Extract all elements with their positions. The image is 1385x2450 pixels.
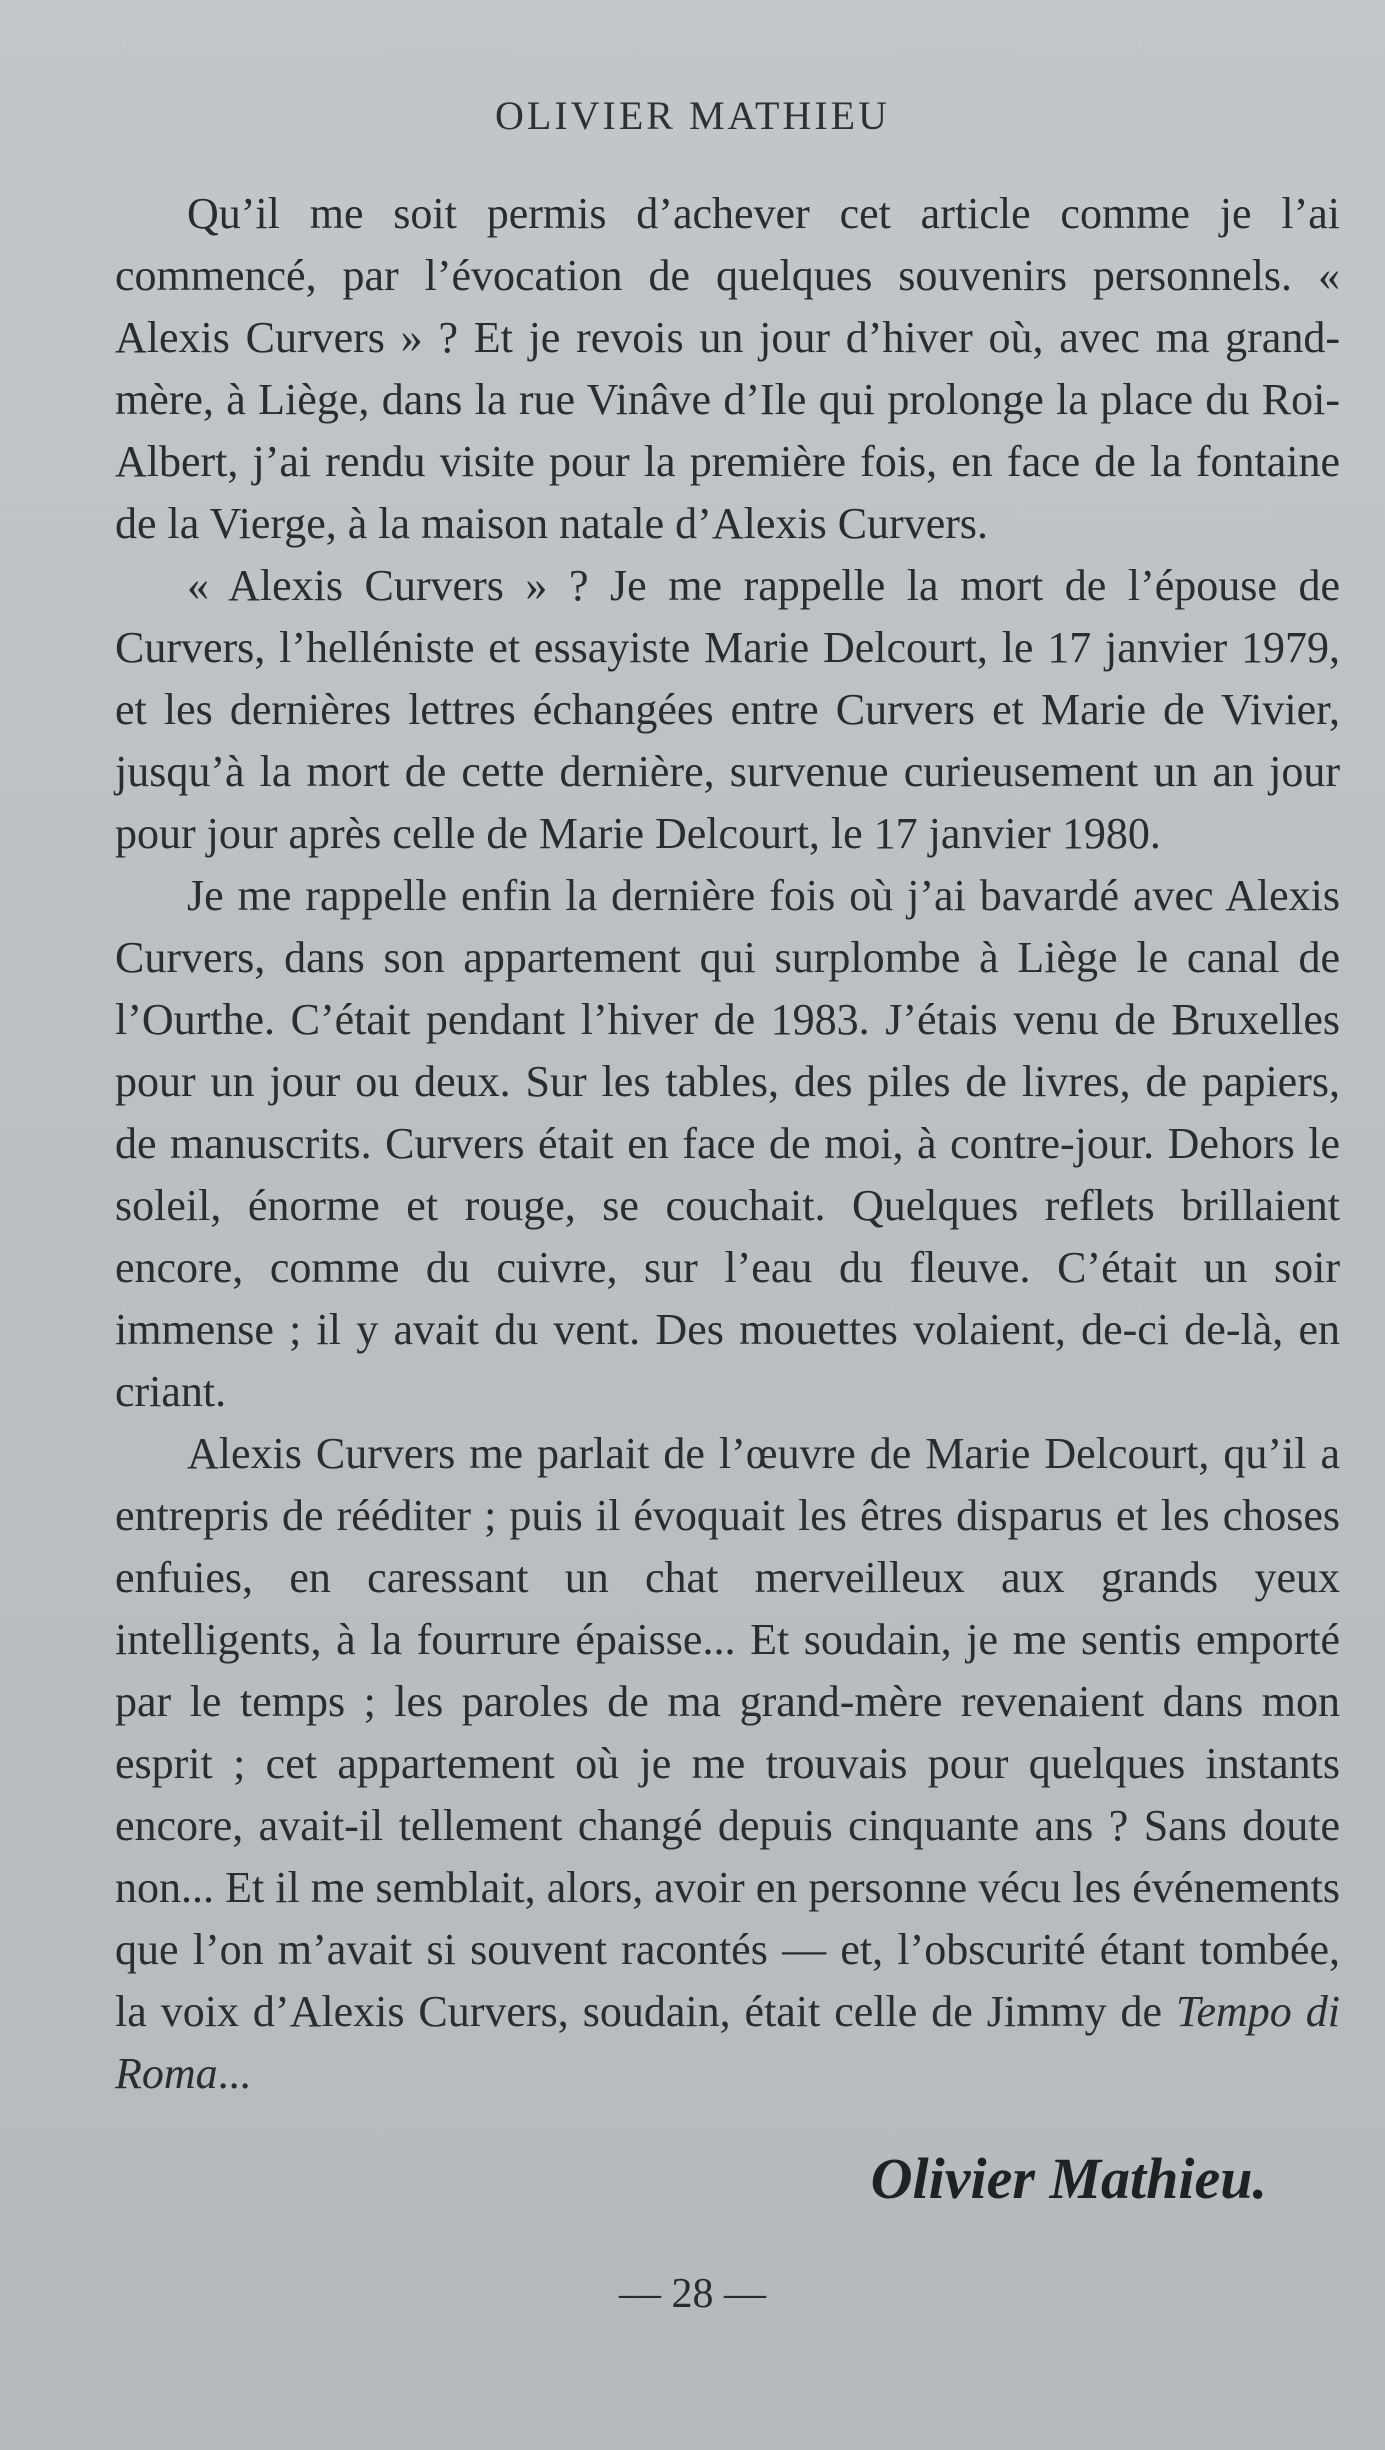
book-title: Tempo di Roma [115,1987,1340,2098]
paragraph-4 [115,1423,1340,2105]
page-number: — 28 — [619,2271,766,2317]
paragraph-1: Qu’il me soit permis d’achever cet article comme je l’ai commencé, par l’évocation de quelques souvenirs personnels. « Alexis Curvers » ? Et je revois un jour d’hiver où, avec ma grand-mère, à Liège, dans la rue Vinâve d’Ile qui prolonge la place du Roi-Albert, j’ai rendu visite pour la première fois, en face de la fontaine de la Vierge, à la maison natale d’Alexis Curvers. [115,189,1340,548]
paragraph-3: Je me rappelle enfin la dernière fois où j’ai bavardé avec Alexis Curvers, dans son appartement qui surplombe à Liège le canal de l’Ourthe. C’était pendant l’hiver de 1983. J’étais venu de Bruxelles pour un jour ou deux. Sur les tables, des piles de livres, de papiers, de manuscrits. Curvers était en face de moi, à contre-jour. Dehors le soleil, énorme et rouge, se couchait. Quelques reflets brillaient encore, comme du cuivre, sur l’eau du fleuve. C’était un soir immense ; il y avait du vent. Des mouettes volaient, de-ci de-là, en criant. [115,871,1340,1416]
running-header: OLIVIER MATHIEU [495,93,890,138]
paragraph-4-ending: ... [217,2049,251,2098]
author-signature: Olivier Mathieu. [870,2146,1267,2211]
paragraph-4-text: Alexis Curvers me parlait de l’œuvre de Marie Delcourt, qu’il a entrepris de rééditer ; puis il évoquait les êtres disparus et les choses enfuies, en caressant un chat merveilleux aux grands yeux intelligents, à la fourrure épaisse... Et soudain, je me sentis emporté par le temps ; les paroles de ma grand-mère revenaient dans mon esprit ; cet appartement où je me trouvais pour quelques instants encore, avait-il tellement changé depuis cinquante ans ? Sans doute non... Et il me semblait, alors, avoir en personne vécu les événements que l’on m’avait si souvent racontés — et, l’obscurité étant tombée, la voix d’Alexis Curvers, soudain, était celle de Jimmy de [115,1429,1340,2036]
article-body [115,183,1340,2105]
paragraph-2: « Alexis Curvers » ? Je me rappelle la mort de l’épouse de Curvers, l’helléniste et essayiste Marie Delcourt, le 17 janvier 1979, et les dernières lettres échangées entre Curvers et Marie de Vivier, jusqu’à la mort de cette dernière, survenue curieusement un an jour pour jour après celle de Marie Delcourt, le 17 janvier 1980. [115,561,1340,858]
